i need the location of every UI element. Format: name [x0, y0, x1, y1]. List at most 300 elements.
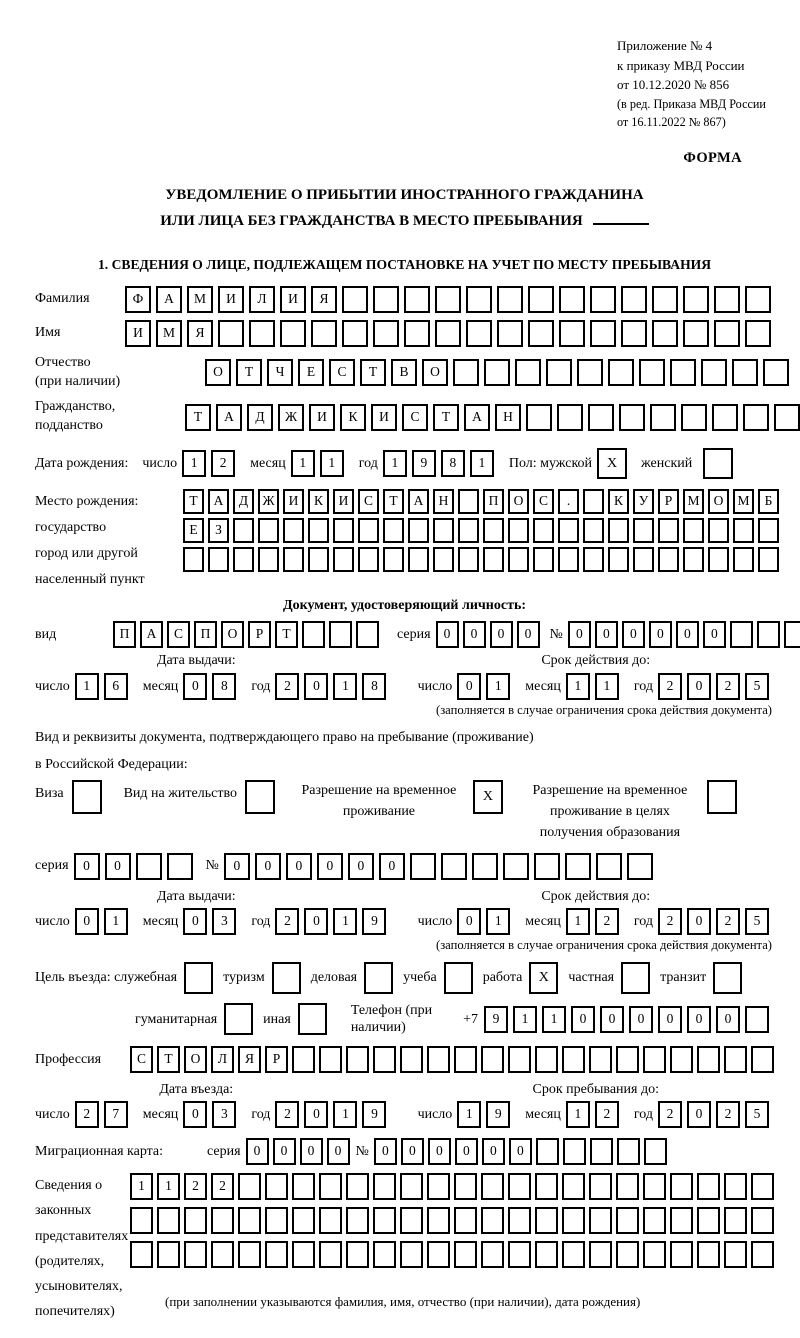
form-cell[interactable]: 1 — [333, 673, 357, 700]
form-cell[interactable] — [483, 518, 504, 543]
form-cell[interactable] — [589, 1046, 612, 1073]
form-cell[interactable] — [670, 1207, 693, 1234]
form-cell[interactable]: 8 — [362, 673, 386, 700]
form-cell[interactable] — [497, 286, 523, 313]
sex-female-checkbox[interactable] — [703, 448, 733, 479]
form-cell[interactable] — [745, 286, 771, 313]
form-cell[interactable]: 2 — [658, 673, 682, 700]
form-cell[interactable] — [373, 1207, 396, 1234]
form-cell[interactable]: Е — [298, 359, 324, 386]
form-cell[interactable] — [481, 1046, 504, 1073]
form-cell[interactable]: П — [194, 621, 217, 648]
form-cell[interactable] — [745, 1006, 769, 1033]
form-cell[interactable]: 0 — [658, 1006, 682, 1033]
form-cell[interactable]: И — [309, 404, 335, 431]
form-cell[interactable] — [453, 359, 479, 386]
form-cell[interactable]: И — [371, 404, 397, 431]
form-cell[interactable]: 1 — [333, 1101, 357, 1128]
form-cell[interactable]: Н — [433, 489, 454, 514]
form-cell[interactable] — [643, 1046, 666, 1073]
form-cell[interactable]: 9 — [484, 1006, 508, 1033]
form-cell[interactable] — [658, 547, 679, 572]
form-cell[interactable] — [157, 1241, 180, 1268]
form-cell[interactable] — [346, 1241, 369, 1268]
form-cell[interactable] — [697, 1173, 720, 1200]
purpose-delovaya-checkbox[interactable] — [364, 962, 393, 994]
form-cell[interactable]: Б — [758, 489, 779, 514]
form-cell[interactable]: С — [533, 489, 554, 514]
form-cell[interactable] — [670, 359, 696, 386]
form-cell[interactable]: 0 — [517, 621, 540, 648]
form-cell[interactable]: У — [633, 489, 654, 514]
form-cell[interactable]: 0 — [246, 1138, 269, 1165]
form-cell[interactable] — [608, 518, 629, 543]
form-cell[interactable] — [427, 1046, 450, 1073]
form-cell[interactable]: В — [391, 359, 417, 386]
form-cell[interactable]: 0 — [687, 673, 711, 700]
form-cell[interactable]: О — [221, 621, 244, 648]
form-cell[interactable]: А — [216, 404, 242, 431]
form-cell[interactable] — [233, 547, 254, 572]
form-cell[interactable]: 0 — [255, 853, 281, 880]
form-cell[interactable]: 0 — [183, 908, 207, 935]
form-cell[interactable]: Т — [185, 404, 211, 431]
form-cell[interactable] — [724, 1046, 747, 1073]
form-cell[interactable]: Т — [236, 359, 262, 386]
form-cell[interactable]: 0 — [716, 1006, 740, 1033]
form-cell[interactable] — [218, 320, 244, 347]
form-cell[interactable] — [265, 1173, 288, 1200]
form-cell[interactable]: 0 — [687, 1006, 711, 1033]
form-cell[interactable] — [616, 1173, 639, 1200]
form-cell[interactable] — [373, 286, 399, 313]
form-cell[interactable] — [400, 1173, 423, 1200]
form-cell[interactable] — [130, 1241, 153, 1268]
form-cell[interactable]: 8 — [441, 450, 465, 477]
form-cell[interactable] — [681, 404, 707, 431]
form-cell[interactable] — [346, 1173, 369, 1200]
form-cell[interactable] — [617, 1138, 640, 1165]
form-cell[interactable]: И — [280, 286, 306, 313]
form-cell[interactable] — [588, 404, 614, 431]
form-cell[interactable]: 5 — [745, 673, 769, 700]
form-cell[interactable] — [130, 1207, 153, 1234]
form-cell[interactable] — [441, 853, 467, 880]
form-cell[interactable] — [751, 1173, 774, 1200]
purpose-sluzhebnaya-checkbox[interactable] — [184, 962, 213, 994]
form-cell[interactable] — [208, 547, 229, 572]
form-cell[interactable] — [404, 286, 430, 313]
form-cell[interactable] — [559, 286, 585, 313]
form-cell[interactable] — [454, 1241, 477, 1268]
form-cell[interactable]: 6 — [104, 673, 128, 700]
form-cell[interactable]: Ч — [267, 359, 293, 386]
form-cell[interactable]: 1 — [291, 450, 315, 477]
form-cell[interactable]: 2 — [184, 1173, 207, 1200]
form-cell[interactable]: 2 — [658, 908, 682, 935]
form-cell[interactable] — [535, 1207, 558, 1234]
form-cell[interactable]: 0 — [490, 621, 513, 648]
form-cell[interactable] — [730, 621, 753, 648]
form-cell[interactable] — [408, 518, 429, 543]
form-cell[interactable] — [238, 1241, 261, 1268]
form-cell[interactable] — [319, 1241, 342, 1268]
form-cell[interactable] — [621, 320, 647, 347]
form-cell[interactable]: Я — [187, 320, 213, 347]
form-cell[interactable]: Т — [433, 404, 459, 431]
form-cell[interactable] — [454, 1046, 477, 1073]
form-cell[interactable] — [590, 286, 616, 313]
form-cell[interactable]: 0 — [75, 908, 99, 935]
form-cell[interactable] — [427, 1207, 450, 1234]
form-cell[interactable] — [643, 1207, 666, 1234]
form-cell[interactable] — [183, 547, 204, 572]
form-cell[interactable] — [435, 286, 461, 313]
form-cell[interactable]: И — [283, 489, 304, 514]
form-cell[interactable] — [292, 1046, 315, 1073]
form-cell[interactable]: 0 — [74, 853, 100, 880]
form-cell[interactable]: И — [333, 489, 354, 514]
form-cell[interactable]: 0 — [703, 621, 726, 648]
form-cell[interactable] — [708, 547, 729, 572]
form-cell[interactable] — [283, 547, 304, 572]
form-cell[interactable] — [608, 359, 634, 386]
form-cell[interactable]: О — [508, 489, 529, 514]
form-cell[interactable]: О — [422, 359, 448, 386]
form-cell[interactable] — [670, 1241, 693, 1268]
form-cell[interactable]: 7 — [104, 1101, 128, 1128]
purpose-inaya-checkbox[interactable] — [298, 1003, 327, 1035]
form-cell[interactable]: Т — [383, 489, 404, 514]
form-cell[interactable]: 1 — [75, 673, 99, 700]
form-cell[interactable]: 9 — [486, 1101, 510, 1128]
temp-residence-edu-checkbox[interactable] — [707, 780, 737, 814]
purpose-rabota-checkbox[interactable]: X — [529, 962, 558, 994]
form-cell[interactable] — [627, 853, 653, 880]
form-cell[interactable] — [308, 547, 329, 572]
form-cell[interactable]: 0 — [183, 1101, 207, 1128]
form-cell[interactable]: 0 — [348, 853, 374, 880]
form-cell[interactable]: 0 — [687, 1101, 711, 1128]
form-cell[interactable] — [258, 518, 279, 543]
form-cell[interactable] — [238, 1173, 261, 1200]
purpose-gumanitarnaya-checkbox[interactable] — [224, 1003, 253, 1035]
form-cell[interactable]: 0 — [105, 853, 131, 880]
form-cell[interactable] — [319, 1046, 342, 1073]
form-cell[interactable] — [373, 1173, 396, 1200]
form-cell[interactable] — [535, 1173, 558, 1200]
form-cell[interactable] — [751, 1241, 774, 1268]
form-cell[interactable]: 1 — [457, 1101, 481, 1128]
form-cell[interactable] — [616, 1241, 639, 1268]
residence-permit-checkbox[interactable] — [245, 780, 275, 814]
form-cell[interactable]: 2 — [75, 1101, 99, 1128]
form-cell[interactable] — [410, 853, 436, 880]
form-cell[interactable] — [683, 518, 704, 543]
form-cell[interactable] — [616, 1046, 639, 1073]
form-cell[interactable] — [774, 404, 800, 431]
form-cell[interactable] — [670, 1046, 693, 1073]
form-cell[interactable] — [484, 359, 510, 386]
form-cell[interactable]: К — [608, 489, 629, 514]
form-cell[interactable] — [458, 518, 479, 543]
form-cell[interactable] — [454, 1173, 477, 1200]
form-cell[interactable] — [346, 1207, 369, 1234]
form-cell[interactable]: Ж — [258, 489, 279, 514]
form-cell[interactable] — [697, 1207, 720, 1234]
form-cell[interactable] — [558, 547, 579, 572]
form-cell[interactable]: 9 — [362, 1101, 386, 1128]
form-cell[interactable]: 2 — [595, 1101, 619, 1128]
form-cell[interactable] — [758, 547, 779, 572]
form-cell[interactable]: . — [558, 489, 579, 514]
form-cell[interactable] — [249, 320, 275, 347]
form-cell[interactable]: А — [464, 404, 490, 431]
form-cell[interactable] — [652, 286, 678, 313]
form-cell[interactable]: 0 — [455, 1138, 478, 1165]
form-cell[interactable] — [751, 1207, 774, 1234]
form-cell[interactable] — [562, 1207, 585, 1234]
form-cell[interactable] — [533, 547, 554, 572]
form-cell[interactable] — [565, 853, 591, 880]
form-cell[interactable] — [508, 1241, 531, 1268]
form-cell[interactable]: Р — [248, 621, 271, 648]
form-cell[interactable]: А — [208, 489, 229, 514]
form-cell[interactable] — [619, 404, 645, 431]
form-cell[interactable] — [589, 1207, 612, 1234]
form-cell[interactable]: К — [308, 489, 329, 514]
form-cell[interactable] — [319, 1173, 342, 1200]
form-cell[interactable] — [701, 359, 727, 386]
form-cell[interactable] — [650, 404, 676, 431]
form-cell[interactable]: Р — [658, 489, 679, 514]
form-cell[interactable] — [733, 547, 754, 572]
form-cell[interactable]: М — [733, 489, 754, 514]
form-cell[interactable]: 0 — [649, 621, 672, 648]
form-cell[interactable] — [466, 320, 492, 347]
form-cell[interactable] — [534, 853, 560, 880]
form-cell[interactable] — [633, 547, 654, 572]
form-cell[interactable]: 0 — [428, 1138, 451, 1165]
form-cell[interactable] — [745, 320, 771, 347]
form-cell[interactable] — [481, 1241, 504, 1268]
form-cell[interactable]: 9 — [362, 908, 386, 935]
form-cell[interactable]: Д — [233, 489, 254, 514]
form-cell[interactable] — [563, 1138, 586, 1165]
form-cell[interactable]: Т — [360, 359, 386, 386]
form-cell[interactable] — [559, 320, 585, 347]
form-cell[interactable]: 2 — [716, 1101, 740, 1128]
form-cell[interactable] — [136, 853, 162, 880]
form-cell[interactable]: 0 — [600, 1006, 624, 1033]
form-cell[interactable]: 1 — [486, 673, 510, 700]
form-cell[interactable] — [535, 1046, 558, 1073]
form-cell[interactable] — [497, 320, 523, 347]
form-cell[interactable] — [714, 320, 740, 347]
form-cell[interactable] — [167, 853, 193, 880]
form-cell[interactable] — [643, 1173, 666, 1200]
form-cell[interactable] — [683, 547, 704, 572]
form-cell[interactable]: 2 — [275, 1101, 299, 1128]
form-cell[interactable] — [697, 1046, 720, 1073]
form-cell[interactable] — [481, 1173, 504, 1200]
form-cell[interactable]: 0 — [374, 1138, 397, 1165]
form-cell[interactable]: 0 — [482, 1138, 505, 1165]
form-cell[interactable] — [644, 1138, 667, 1165]
form-cell[interactable] — [280, 320, 306, 347]
form-cell[interactable]: 0 — [687, 908, 711, 935]
form-cell[interactable]: И — [125, 320, 151, 347]
form-cell[interactable] — [508, 1173, 531, 1200]
form-cell[interactable]: Л — [211, 1046, 234, 1073]
form-cell[interactable] — [714, 286, 740, 313]
form-cell[interactable] — [383, 518, 404, 543]
form-cell[interactable] — [466, 286, 492, 313]
form-cell[interactable] — [308, 518, 329, 543]
form-cell[interactable]: Н — [495, 404, 521, 431]
purpose-tranzit-checkbox[interactable] — [713, 962, 742, 994]
form-cell[interactable]: 0 — [463, 621, 486, 648]
form-cell[interactable]: С — [329, 359, 355, 386]
form-cell[interactable]: 1 — [513, 1006, 537, 1033]
form-cell[interactable] — [373, 1046, 396, 1073]
sex-male-checkbox[interactable]: X — [597, 448, 627, 479]
purpose-chastnaya-checkbox[interactable] — [621, 962, 650, 994]
form-cell[interactable]: 2 — [275, 908, 299, 935]
form-cell[interactable] — [427, 1241, 450, 1268]
form-cell[interactable]: 3 — [212, 908, 236, 935]
form-cell[interactable] — [583, 489, 604, 514]
form-cell[interactable] — [577, 359, 603, 386]
form-cell[interactable]: 1 — [566, 673, 590, 700]
form-cell[interactable] — [433, 547, 454, 572]
form-cell[interactable] — [265, 1241, 288, 1268]
form-cell[interactable]: 1 — [566, 908, 590, 935]
form-cell[interactable]: К — [340, 404, 366, 431]
form-cell[interactable] — [400, 1046, 423, 1073]
form-cell[interactable] — [758, 518, 779, 543]
form-cell[interactable] — [408, 547, 429, 572]
form-cell[interactable] — [643, 1241, 666, 1268]
form-cell[interactable]: А — [140, 621, 163, 648]
form-cell[interactable] — [508, 1207, 531, 1234]
form-cell[interactable]: 1 — [470, 450, 494, 477]
form-cell[interactable]: А — [408, 489, 429, 514]
form-cell[interactable] — [683, 286, 709, 313]
form-cell[interactable] — [590, 1138, 613, 1165]
form-cell[interactable]: 0 — [317, 853, 343, 880]
form-cell[interactable]: С — [167, 621, 190, 648]
form-cell[interactable] — [292, 1173, 315, 1200]
form-cell[interactable]: 1 — [383, 450, 407, 477]
form-cell[interactable] — [356, 621, 379, 648]
form-cell[interactable] — [358, 547, 379, 572]
form-cell[interactable] — [708, 518, 729, 543]
form-cell[interactable] — [292, 1207, 315, 1234]
form-cell[interactable] — [616, 1207, 639, 1234]
form-cell[interactable]: 1 — [104, 908, 128, 935]
form-cell[interactable] — [596, 853, 622, 880]
form-cell[interactable]: Е — [183, 518, 204, 543]
form-cell[interactable]: М — [187, 286, 213, 313]
form-cell[interactable] — [211, 1207, 234, 1234]
form-cell[interactable]: 1 — [486, 908, 510, 935]
form-cell[interactable] — [292, 1241, 315, 1268]
form-cell[interactable]: 0 — [401, 1138, 424, 1165]
form-cell[interactable]: 0 — [224, 853, 250, 880]
form-cell[interactable]: 0 — [595, 621, 618, 648]
form-cell[interactable]: Р — [265, 1046, 288, 1073]
form-cell[interactable] — [435, 320, 461, 347]
form-cell[interactable] — [639, 359, 665, 386]
form-cell[interactable] — [724, 1207, 747, 1234]
form-cell[interactable]: 0 — [379, 853, 405, 880]
form-cell[interactable] — [751, 1046, 774, 1073]
form-cell[interactable] — [633, 518, 654, 543]
form-cell[interactable] — [233, 518, 254, 543]
form-cell[interactable]: Т — [183, 489, 204, 514]
form-cell[interactable]: М — [683, 489, 704, 514]
visa-checkbox[interactable] — [72, 780, 102, 814]
form-cell[interactable]: 0 — [509, 1138, 532, 1165]
form-cell[interactable]: М — [156, 320, 182, 347]
form-cell[interactable] — [526, 404, 552, 431]
form-cell[interactable]: 0 — [676, 621, 699, 648]
purpose-ucheba-checkbox[interactable] — [444, 962, 473, 994]
form-cell[interactable]: 2 — [275, 673, 299, 700]
form-cell[interactable]: 0 — [568, 621, 591, 648]
form-cell[interactable] — [652, 320, 678, 347]
form-cell[interactable] — [528, 286, 554, 313]
form-cell[interactable] — [558, 518, 579, 543]
form-cell[interactable] — [319, 1207, 342, 1234]
form-cell[interactable] — [454, 1207, 477, 1234]
form-cell[interactable] — [583, 518, 604, 543]
form-cell[interactable] — [533, 518, 554, 543]
form-cell[interactable]: О — [708, 489, 729, 514]
form-cell[interactable]: 0 — [622, 621, 645, 648]
form-cell[interactable]: 0 — [183, 673, 207, 700]
form-cell[interactable] — [724, 1173, 747, 1200]
form-cell[interactable] — [528, 320, 554, 347]
form-cell[interactable]: 1 — [157, 1173, 180, 1200]
form-cell[interactable]: 0 — [571, 1006, 595, 1033]
form-cell[interactable]: Д — [247, 404, 273, 431]
form-cell[interactable]: 1 — [542, 1006, 566, 1033]
form-cell[interactable] — [508, 547, 529, 572]
form-cell[interactable] — [458, 489, 479, 514]
form-cell[interactable] — [590, 320, 616, 347]
form-cell[interactable] — [784, 621, 800, 648]
form-cell[interactable] — [211, 1241, 234, 1268]
form-cell[interactable] — [157, 1207, 180, 1234]
form-cell[interactable]: С — [358, 489, 379, 514]
form-cell[interactable] — [536, 1138, 559, 1165]
form-cell[interactable]: 1 — [566, 1101, 590, 1128]
form-cell[interactable]: 0 — [457, 673, 481, 700]
form-cell[interactable] — [589, 1241, 612, 1268]
form-cell[interactable] — [358, 518, 379, 543]
form-cell[interactable]: И — [218, 286, 244, 313]
form-cell[interactable]: 0 — [457, 908, 481, 935]
form-cell[interactable]: Я — [238, 1046, 261, 1073]
form-cell[interactable] — [546, 359, 572, 386]
form-cell[interactable]: 5 — [745, 1101, 769, 1128]
form-cell[interactable] — [329, 621, 352, 648]
form-cell[interactable] — [683, 320, 709, 347]
form-cell[interactable] — [238, 1207, 261, 1234]
form-cell[interactable]: 2 — [211, 450, 235, 477]
